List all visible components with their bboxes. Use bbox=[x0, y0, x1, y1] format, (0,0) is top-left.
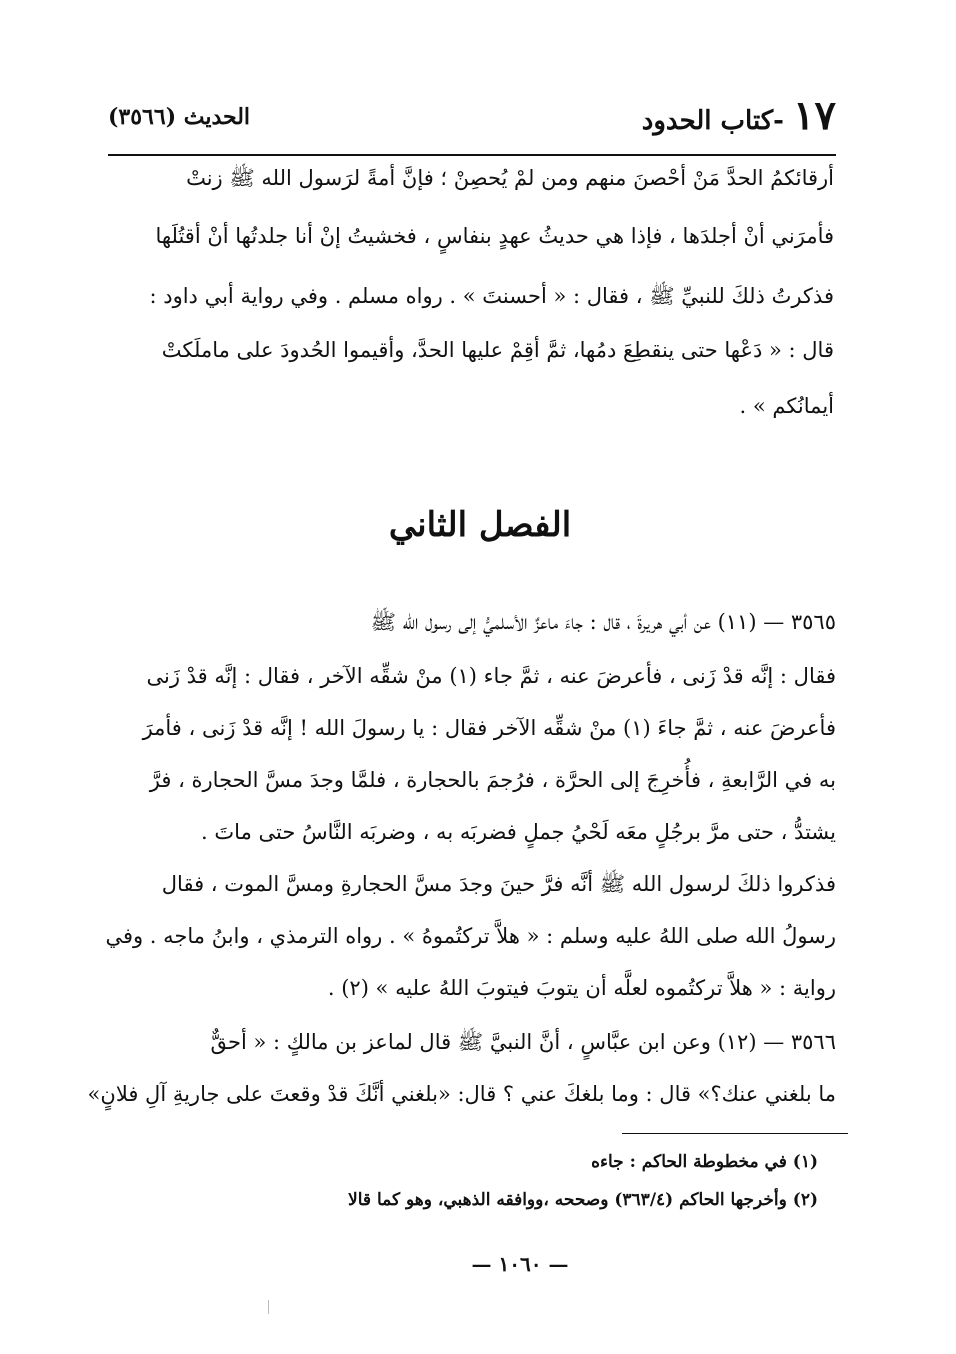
hadith-3565-line: فقال : إنَّه قدْ زَنى ، فأعرضَ عنه ، ثمَّ جاء (١) منْ شقِّه الآخر ، فقال : إنَّه قدْ زَنى bbox=[146, 664, 836, 688]
text-line: قال : « دَعْها حتى ينقطِعَ دمُها، ثمَّ أقِمْ عليها الحدَّ، وأقيموا الحُدودَ على ماملَكتْ bbox=[161, 338, 834, 362]
scan-mark bbox=[268, 1300, 269, 1314]
section-title: الفصل الثاني bbox=[388, 505, 572, 545]
hadith-3565-line: رسولُ الله صلى اللهُ عليه وسلم : « هلاَّ تركتُموهُ » . رواه الترمذي ، وابنُ ماجه . وفي bbox=[105, 924, 836, 948]
hadith-3566-line: ٣٥٦٦ — (١٢) وعن ابن عبَّاسٍ ، أنَّ النبيَّ ﷺ قال لماعز بن مالكٍ : « أحقٌّ bbox=[210, 1030, 836, 1054]
footnote: (٢) وأخرجها الحاكم (٣٦٣/٤) وصححه ،ووافقه الذهبي، وهو كما قالا bbox=[348, 1190, 818, 1210]
text-line: فذكرتُ ذلكَ للنبيِّ ﷺ ، فقال : « أحسنتَ » . رواه مسلم . وفي رواية أبي داود : bbox=[149, 284, 834, 308]
chapter-heading bbox=[642, 92, 836, 139]
continued-paragraph bbox=[118, 168, 834, 448]
hadith-3566-line: ما بلغني عنك؟» قال : وما بلغكَ عني ؟ قال: «بلغني أنَّكَ قدْ وقعتَ على جاريةِ آلِ فلانٍ» bbox=[87, 1082, 836, 1106]
hadith-3565-line: ٣٥٦٥ — (١١) عن أبي هريرةَ ، قال : جاءَ ماعزٌ الأسلميُّ إلى رسول الله ﷺ bbox=[370, 610, 836, 634]
running-header bbox=[108, 92, 836, 152]
footnote: (١) في مخطوطة الحاكم : جاءه bbox=[591, 1152, 818, 1172]
hadith-3565-line: رواية : « هلاَّ تركتُموه لعلَّه أن يتوبَ فيتوبَ اللهُ عليه » (٢) . bbox=[327, 976, 836, 1000]
footnote-divider bbox=[622, 1133, 848, 1134]
hadith-reference: الحديث (٣٥٦٦) bbox=[108, 104, 251, 130]
text-line: أرقائكمُ الحدَّ مَنْ أحْصنَ منهم ومن لمْ يُحصِنْ ؛ فإنَّ أمةً لرَسول الله ﷺ زنتْ bbox=[186, 166, 834, 190]
chapter-title: -كتاب الحدود bbox=[641, 106, 784, 136]
hadith-3565-line: فذكروا ذلكَ لرسول الله ﷺ أنَّه فرَّ حينَ وجدَ مسَّ الحجارةِ ومسَّ الموت ، فقال bbox=[161, 872, 836, 896]
chapter-number: ١٧ bbox=[793, 92, 836, 139]
page-number: — ١٠٦٠ — bbox=[471, 1252, 569, 1276]
hadith-3565-line: به في الرَّابعةِ ، فأُخرِجَ إلى الحرَّة ، فرُجمَ بالحجارة ، فلمَّا وجدَ مسَّ الحجارة ، فرَّ bbox=[149, 768, 836, 792]
hadith-3565-line: يشتدُّ ، حتى مرَّ برجُلٍ معَه لَحْيُ جملٍ فضربَه به ، وضربَه النَّاسُ حتى ماتَ . bbox=[201, 820, 836, 844]
hadith-3565-line: فأعرضَ عنه ، ثمَّ جاءَ (١) منْ شقِّه الآخر فقال : يا رسولَ الله ! إنَّه قدْ زَنى ، فأمرَ bbox=[142, 716, 836, 740]
text-line: فأمرَني أنْ أجلدَها ، فإذا هي حديثُ عهدٍ بنفاسٍ ، فخشيتُ إنْ أنا جلدتُها أنْ أقتُلَها bbox=[155, 224, 834, 248]
hadith-section bbox=[87, 610, 836, 1112]
header-divider bbox=[108, 154, 836, 156]
text-line: أيمانُكم » . bbox=[739, 394, 834, 418]
